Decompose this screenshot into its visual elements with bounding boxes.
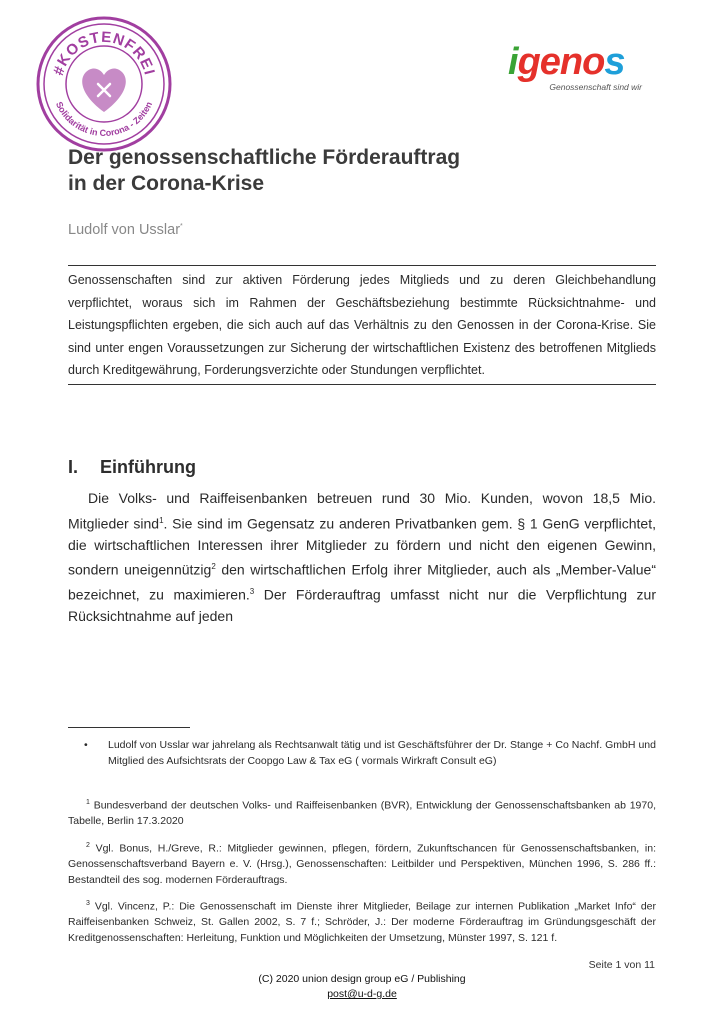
logo-wordmark: igenos	[508, 41, 625, 83]
stamp-top-text: #KOSTENFREI	[50, 28, 158, 78]
author-line: Ludolf von Usslar*	[68, 222, 183, 238]
igenos-logo	[508, 41, 648, 98]
kostenfrei-stamp	[34, 14, 174, 154]
section-heading: I. Einführung	[68, 457, 196, 477]
footnote-ref-1: 1	[159, 515, 164, 525]
abstract: Genossenschaften sind zur aktiven Förderung jedes Mitglieds und zu deren Gleichbehandlung verpflichtet, woraus sich im Rahmen der Geschäftsbeziehung bestimmte Rücksichtnahme- und Leistungspflichten ergeben, die sich auch auf das Verhältnis zu den Genossen in der Corona-Krise. Sie sind unter engen Voraussetzungen zur Sicherung der wirtschaftlichen Existenz des betroffenen Mitglieds durch Kreditgewährung, Forderungsverzichte oder Stundungen verpflichtet.	[68, 265, 656, 385]
footnote-2: $^2$ Vgl. Bonus, H./Greve, R.: Mitglieder gewinnen, pflegen, fördern, Zukunftschancen für Genossenschaftsbanken, in: Genossenschaftsverband Bayern e. V. (Hrsg.), Genossenschaften: Leitbilder und Perspektiven, München 1996, S. 286 ff.: Bestandteil des sog. modernen Förderauftrags.	[68, 842, 656, 886]
footnote-author: • Ludolf von Usslar war jahrelang als Rechtsanwalt tätig und ist Geschäftsführer der Dr. Stange + Co Nachf. GmbH und Mitglied des Aufsichtsrats der Coopgo Law & Tax eG ( vormals Wirkraft Consult eG)	[84, 739, 656, 767]
logo-tagline: Genossenschaft sind wir	[549, 82, 642, 92]
footnote-ref-2: 2	[211, 562, 216, 572]
footnote-ref-3: 3	[249, 587, 255, 597]
document-title: Der genossenschaftliche Förderauftrag in der Corona-Krise	[68, 146, 461, 195]
stamp-bottom-text: Solidarität in Corona - Zeiten	[53, 100, 155, 139]
body-paragraph: Die Volks- und Raiffeisenbanken betreuen rund 30 Mio. Kunden, wovon 18,5 Mio. Mitglieder sind$^1$. Sie sind im Gegensatz zu anderen Privatbanken gem. § 1 GenG verpflichtet, die wirtschaftlichen Interessen ihrer Mitglieder zu fördern und nicht den eigenen Gewinn, sondern uneigennützig$^2$ den wirtschaftlichen Erfolg ihrer Mitglieder, auch als „Member-Value“ bezeichnet, zu maximieren.$^3$ Der Förderauftrag umfasst nicht nur die Verpflichtung zur Rücksichtnahme auf jeden	[68, 490, 657, 625]
page-footer	[0, 972, 724, 1002]
heart-icon	[82, 68, 126, 112]
footnote-separator	[68, 727, 190, 728]
page-number: Seite 1 von 11	[588, 959, 655, 971]
footnote-3: $^3$ Vgl. Vincenz, P.: Die Genossenschaft im Dienste ihrer Mitglieder, Beilage zur internen Publikation „Market Info“ der Raiffeisenbanken Schweiz, St. Gallen 2002, S. 7 f.; Schröder, J.: Der moderne Förderauftrag im Gründungsgeschäft der Kreditgenossenschaften: Herleitung, Funktion und Möglichkeiten der Umsetzung, Münster 1997, S. 121 f.	[68, 900, 656, 944]
footer-email-link[interactable]: post@u-d-g.de	[327, 988, 397, 1000]
footer-publisher: (C) 2020 union design group eG / Publishing	[258, 973, 466, 985]
footnote-1: $^1$ Bundesverband der deutschen Volks- und Raiffeisenbanken (BVR), Entwicklung der Genossenschaftsbanken ab 1970, Tabelle, Berlin 17.3.2020	[68, 799, 656, 827]
